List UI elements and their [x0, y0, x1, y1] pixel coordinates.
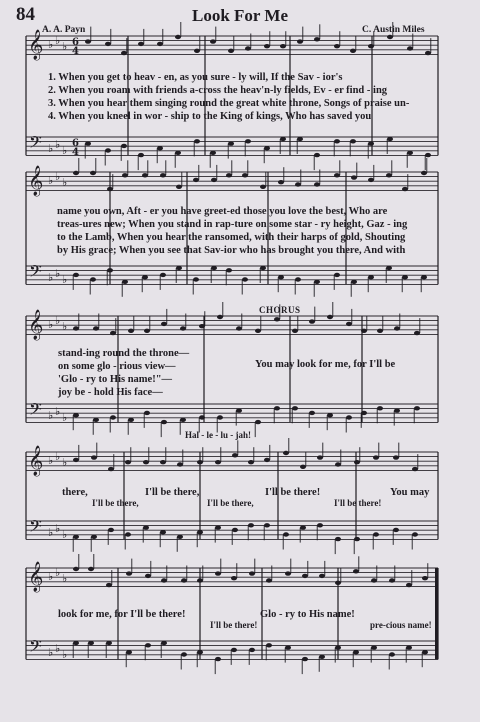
notehead [335, 537, 341, 541]
notehead [368, 178, 374, 182]
refrain-soprano-there-1: there, [62, 487, 88, 498]
notehead [138, 153, 144, 157]
flat-sign: ♭ [48, 38, 54, 51]
notehead [110, 415, 116, 419]
notehead [295, 277, 301, 281]
notehead [314, 182, 320, 186]
notehead [73, 413, 79, 417]
notehead [157, 42, 163, 46]
flat-sign: ♭ [48, 570, 54, 583]
notehead [122, 280, 128, 284]
flat-sign: ♭ [55, 522, 61, 535]
notehead [105, 42, 111, 46]
notehead [346, 322, 352, 326]
notehead [160, 460, 166, 464]
flat-sign: ♭ [62, 40, 68, 53]
notehead [266, 643, 272, 647]
music-credit: C. Austin Miles [362, 25, 425, 35]
notehead [302, 574, 308, 578]
notehead [242, 173, 248, 177]
notehead [85, 39, 91, 43]
notehead [393, 528, 399, 532]
verse-2-line-2: treas-ures new; When you stand in rap-ture on some star - ry height, Gaz - ing [57, 219, 408, 230]
notehead [421, 171, 427, 175]
notehead [175, 151, 181, 155]
flat-sign: ♭ [62, 528, 68, 541]
notehead [108, 528, 114, 532]
notehead [361, 411, 367, 415]
refrain-soprano-line-1: You may look for me, for I'll be [255, 359, 396, 370]
notehead [236, 326, 242, 330]
verse-1-line-1: 1. When you get to heav - en, as you sure - ly will, If the Sav - ior's [48, 72, 343, 83]
notehead [389, 652, 395, 656]
notehead [110, 331, 116, 335]
notehead [226, 268, 232, 272]
notehead [274, 406, 280, 410]
notehead [283, 532, 289, 536]
notehead [217, 415, 223, 419]
bass-clef: 𝄢 [29, 399, 42, 423]
notehead [425, 153, 431, 157]
notehead [334, 44, 340, 48]
notehead [412, 467, 418, 471]
notehead [176, 266, 182, 270]
notehead [368, 44, 374, 48]
notehead [157, 146, 163, 150]
notehead [138, 42, 144, 46]
verse-1-line-3: stand-ing round the throne— [58, 348, 190, 359]
notehead [199, 415, 205, 419]
notehead [108, 467, 114, 471]
notehead [211, 266, 217, 270]
notehead [181, 652, 187, 656]
flat-sign: ♭ [55, 138, 61, 151]
notehead [197, 460, 203, 464]
flat-sign: ♭ [55, 170, 61, 183]
notehead [335, 581, 341, 585]
flat-sign: ♭ [55, 566, 61, 579]
treble-clef: 𝄞 [28, 166, 44, 196]
notehead [90, 171, 96, 175]
verse-4-line-1: 4. When you kneel in wor - ship to the King of kings, Who has saved you [48, 111, 372, 122]
notehead [248, 523, 254, 527]
notehead [386, 266, 392, 270]
notehead [346, 415, 352, 419]
notehead [361, 329, 367, 333]
flat-sign: ♭ [48, 174, 54, 187]
notehead [177, 462, 183, 466]
notehead [226, 173, 232, 177]
flat-sign: ♭ [62, 648, 68, 661]
refrain-soprano-there-2: I'll be there, [145, 487, 200, 498]
notehead [368, 275, 374, 279]
notehead [245, 46, 251, 50]
notehead [402, 187, 408, 191]
notehead [353, 650, 359, 654]
flat-sign: ♭ [62, 572, 68, 585]
flat-sign: ♭ [62, 320, 68, 333]
verse-3-line-1: 3. When you hear them singing round the great white throne, Songs of praise un- [48, 98, 410, 109]
notehead [126, 650, 132, 654]
notehead [228, 49, 234, 53]
notehead [389, 578, 395, 582]
flat-sign: ♭ [48, 526, 54, 539]
notehead [350, 49, 356, 53]
notehead [406, 583, 412, 587]
notehead [73, 567, 79, 571]
time-signature: 6 [72, 37, 79, 48]
notehead [161, 420, 167, 424]
notehead [421, 275, 427, 279]
notehead [334, 273, 340, 277]
notehead [260, 185, 266, 189]
notehead [368, 141, 374, 145]
notehead [280, 137, 286, 141]
refrain-soprano-you-may: You may [390, 487, 430, 498]
notehead [309, 411, 315, 415]
flat-sign: ♭ [48, 646, 54, 659]
notehead [73, 171, 79, 175]
notehead [407, 46, 413, 50]
notehead [319, 655, 325, 659]
notehead [215, 525, 221, 529]
notehead [335, 645, 341, 649]
notehead [126, 571, 132, 575]
notehead [278, 180, 284, 184]
refrain-bass-there-1: I'll be there, [92, 498, 139, 508]
notehead [422, 650, 428, 654]
notehead [88, 641, 94, 645]
treble-clef: 𝄞 [28, 446, 44, 476]
refrain-soprano-there-3: I'll be there! [265, 487, 321, 498]
verse-4-line-2: by His grace; When you see that Sav-ior who has brought you there, And with [57, 245, 406, 256]
notehead [106, 583, 112, 587]
notehead [387, 137, 393, 141]
notehead [144, 411, 150, 415]
flat-sign: ♭ [55, 314, 61, 327]
notehead [232, 453, 238, 457]
notehead [91, 535, 97, 539]
notehead [386, 173, 392, 177]
notehead [300, 525, 306, 529]
verse-4-line-3: joy be - hold His face— [58, 387, 163, 398]
notehead [215, 460, 221, 464]
notehead [334, 173, 340, 177]
notehead [231, 648, 237, 652]
flat-sign: ♭ [48, 271, 54, 284]
verse-2-line-3: on some glo - rious view— [58, 361, 176, 372]
flat-sign: ♭ [55, 450, 61, 463]
notehead [93, 418, 99, 422]
notehead [314, 37, 320, 41]
notehead [161, 578, 167, 582]
refrain-bass-there-2: I'll be there, [207, 498, 254, 508]
notehead [354, 460, 360, 464]
notehead [177, 535, 183, 539]
notehead [264, 44, 270, 48]
flat-sign: ♭ [55, 642, 61, 655]
notehead [406, 645, 412, 649]
notehead [128, 329, 134, 333]
notehead [197, 530, 203, 534]
bass-clef: 𝄢 [29, 636, 42, 660]
time-signature: 4 [72, 147, 79, 158]
notehead [393, 455, 399, 459]
treble-clef: 𝄞 [28, 562, 44, 592]
notehead [425, 51, 431, 55]
notehead [302, 657, 308, 661]
notehead [319, 574, 325, 578]
notehead [327, 315, 333, 319]
notehead [334, 139, 340, 143]
notehead [180, 418, 186, 422]
notehead [197, 578, 203, 582]
notehead [377, 329, 383, 333]
notehead [249, 571, 255, 575]
bass-clef: 𝄢 [29, 132, 42, 156]
notehead [407, 151, 413, 155]
refrain-soprano-look-for-me: look for me, for I'll be there! [58, 609, 186, 620]
notehead [73, 641, 79, 645]
notehead [373, 532, 379, 536]
notehead [73, 273, 79, 277]
notehead [264, 146, 270, 150]
final-barline [435, 568, 438, 659]
notehead [292, 406, 298, 410]
clefs [28, 29, 79, 661]
notehead [371, 578, 377, 582]
notehead [93, 326, 99, 330]
notehead [283, 451, 289, 455]
notehead [194, 49, 200, 53]
notehead [210, 151, 216, 155]
flat-sign: ♭ [62, 456, 68, 469]
notehead [121, 51, 127, 55]
notehead [387, 35, 393, 39]
notehead [160, 530, 166, 534]
notehead [91, 455, 97, 459]
notehead [125, 532, 131, 536]
notehead [199, 324, 205, 328]
notehead [85, 141, 91, 145]
notehead [264, 523, 270, 527]
time-signature: 4 [72, 46, 79, 57]
notehead [232, 528, 238, 532]
notehead [371, 645, 377, 649]
notehead [351, 175, 357, 179]
notehead [215, 657, 221, 661]
notehead [175, 35, 181, 39]
notehead [278, 275, 284, 279]
notehead [373, 455, 379, 459]
notehead [295, 182, 301, 186]
notehead [142, 173, 148, 177]
notehead [142, 275, 148, 279]
notehead [255, 329, 261, 333]
notehead [160, 273, 166, 277]
flat-sign: ♭ [48, 409, 54, 422]
notehead [422, 576, 428, 580]
notehead [160, 173, 166, 177]
notehead [73, 458, 79, 462]
notehead [266, 578, 272, 582]
notehead [73, 326, 79, 330]
notehead [260, 266, 266, 270]
notehead [350, 139, 356, 143]
notehead [193, 277, 199, 281]
notehead [161, 641, 167, 645]
notehead [125, 460, 131, 464]
hymn-number: 84 [16, 4, 35, 25]
flat-sign: ♭ [62, 176, 68, 189]
notehead [121, 144, 127, 148]
flat-sign: ♭ [62, 144, 68, 157]
treble-clef: 𝄞 [28, 30, 44, 60]
bass-clef: 𝄢 [29, 261, 42, 285]
refrain-soprano-glory: Glo - ry to His name! [260, 609, 355, 620]
flat-sign: ♭ [55, 267, 61, 280]
notehead [143, 460, 149, 464]
notehead [193, 178, 199, 182]
notehead [107, 268, 113, 272]
treble-clef: 𝄞 [28, 310, 44, 340]
notehead [264, 458, 270, 462]
flat-sign: ♭ [48, 454, 54, 467]
notehead [249, 648, 255, 652]
notehead [300, 465, 306, 469]
notehead [211, 178, 217, 182]
flat-sign: ♭ [48, 142, 54, 155]
notehead [280, 44, 286, 48]
notehead [245, 139, 251, 143]
notehead [255, 420, 261, 424]
notehead [144, 329, 150, 333]
notehead [285, 571, 291, 575]
notehead [181, 578, 187, 582]
notehead [414, 406, 420, 410]
notehead [414, 331, 420, 335]
hymn-title: Look For Me [191, 6, 288, 25]
notehead [317, 523, 323, 527]
notehead [412, 532, 418, 536]
notehead [327, 413, 333, 417]
refrain-bass-line-1: Hal - le - lu - jah! [185, 430, 251, 440]
notehead [353, 569, 359, 573]
bass-clef: 𝄢 [29, 516, 42, 540]
notehead [217, 315, 223, 319]
notehead [402, 275, 408, 279]
notehead [73, 535, 79, 539]
notehead [197, 650, 203, 654]
flat-sign: ♭ [62, 411, 68, 424]
notehead [354, 537, 360, 541]
notehead [335, 462, 341, 466]
notehead [394, 408, 400, 412]
notehead [122, 173, 128, 177]
flat-sign: ♭ [62, 273, 68, 286]
refrain-bass-ill-be-there: I'll be there! [210, 620, 258, 630]
notehead [145, 574, 151, 578]
notehead [236, 408, 242, 412]
refrain-bass-precious-name: pre-cious name! [370, 620, 432, 630]
refrain-bass-there-3: I'll be there! [334, 498, 382, 508]
time-signature: 6 [72, 138, 79, 149]
notehead [317, 455, 323, 459]
verse-3-line-2: to the Lamb, When you hear the ransomed, with their harps of gold, Shouting [57, 232, 406, 243]
notehead [161, 322, 167, 326]
words-credit: A. A. Payn [42, 25, 86, 35]
notehead [210, 39, 216, 43]
verse-3-line-3: 'Glo - ry to His name!"— [58, 374, 173, 385]
notehead [394, 326, 400, 330]
flat-sign: ♭ [55, 34, 61, 47]
notehead [215, 571, 221, 575]
notehead [128, 418, 134, 422]
notehead [180, 326, 186, 330]
notehead [248, 460, 254, 464]
chorus-label: CHORUS [259, 305, 301, 315]
notehead [351, 280, 357, 284]
notehead [274, 317, 280, 321]
notehead [194, 139, 200, 143]
notehead [297, 39, 303, 43]
flat-sign: ♭ [55, 405, 61, 418]
notehead [88, 567, 94, 571]
notehead [309, 319, 315, 323]
notehead [228, 141, 234, 145]
notehead [106, 641, 112, 645]
notehead [176, 185, 182, 189]
verse-1-line-2: name you own, Aft - er you have greet-ed those you love the best, Who are [57, 206, 388, 217]
notehead [377, 406, 383, 410]
notehead [292, 329, 298, 333]
flat-sign: ♭ [48, 318, 54, 331]
notehead [297, 137, 303, 141]
notehead [314, 280, 320, 284]
notehead [242, 277, 248, 281]
notehead [285, 645, 291, 649]
notehead [107, 187, 113, 191]
notehead [90, 277, 96, 281]
notehead [105, 148, 111, 152]
notehead [143, 525, 149, 529]
notehead [314, 153, 320, 157]
verse-2-line-1: 2. When you roam with friends a-cross the heav'n-ly fields, Ev - er find - ing [48, 85, 388, 96]
notehead [145, 643, 151, 647]
notehead [231, 576, 237, 580]
